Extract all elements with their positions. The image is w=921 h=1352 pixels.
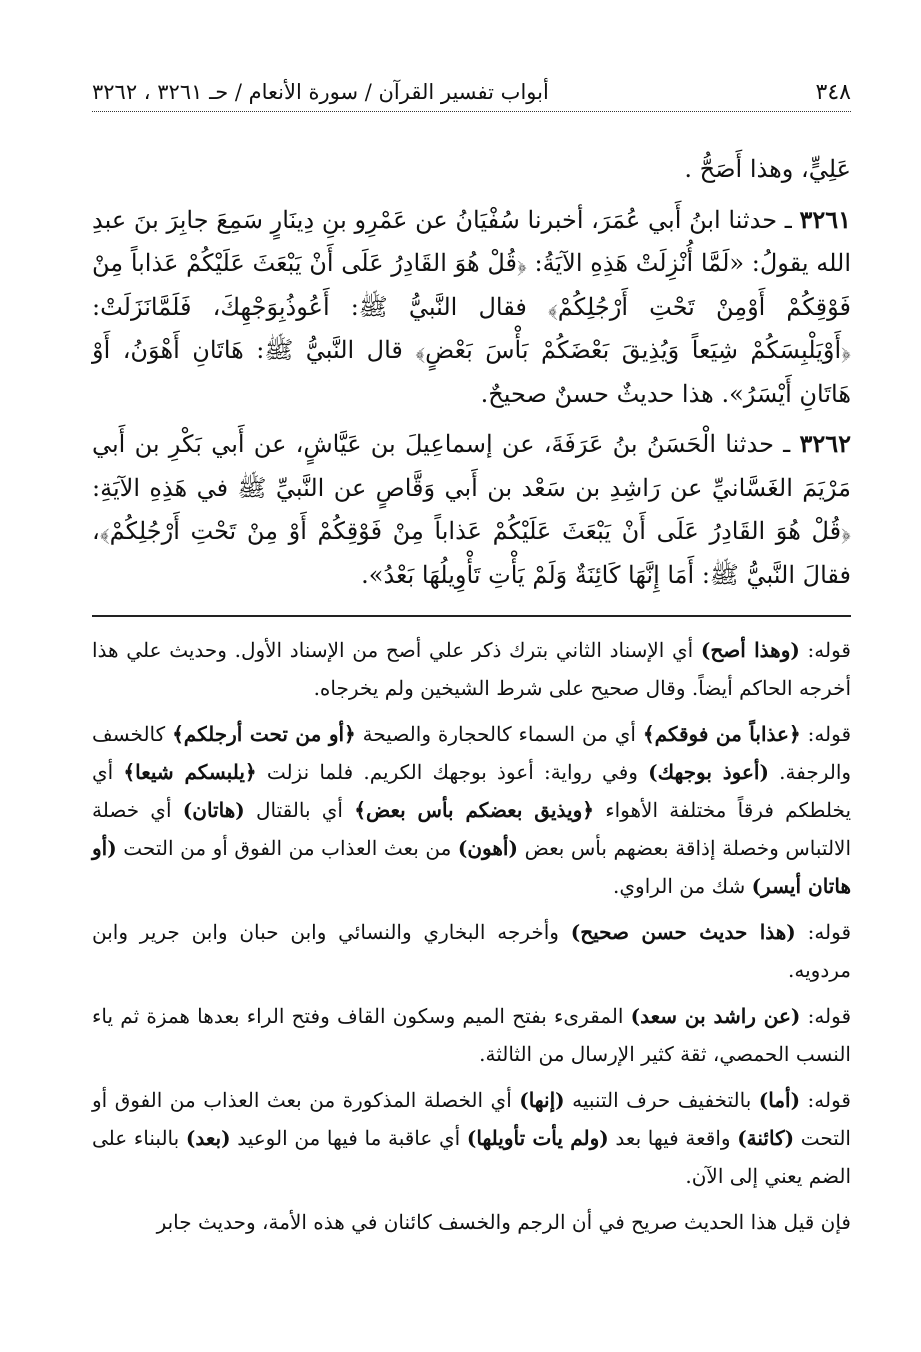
commentary-paragraph <box>92 997 851 1073</box>
commentary-lead: قوله: <box>807 1004 852 1028</box>
commentary-term: (أعوذ بوجهك) <box>648 760 769 784</box>
commentary-paragraph <box>92 1203 851 1241</box>
commentary-lead: قوله: <box>807 920 852 944</box>
commentary-text: المقرىء بفتح الميم وسكون القاف وفتح الراء بعدها همزة ثم ياء النسب الحمصي، ثقة كثير الإرسال من الثالثة. <box>92 1004 851 1066</box>
commentary-text: أي من السماء كالحجارة والصيحة <box>362 722 636 746</box>
commentary-lead: قوله: <box>807 638 851 662</box>
commentary-term: (إنها) <box>519 1088 565 1112</box>
hadith-3262 <box>92 422 851 597</box>
commentary-term: (كائنة) <box>737 1126 795 1150</box>
page-header <box>92 78 851 112</box>
commentary-term: ﴿عذاباً من فوقكم﴾ <box>642 722 801 746</box>
commentary-text: أي الإسناد الثاني بترك ذكر علي أصح من الإسناد الأول. وحديث علي هذا أخرجه الحاكم أيضاً. وقال صحيح على شرط الشيخين ولم يخرجاه. <box>92 638 851 700</box>
commentary-text: فإن قيل هذا الحديث صريح في أن الرجم والخسف كائنان في هذه الأمة، وحديث جابر <box>156 1210 851 1234</box>
commentary-term: (بعد) <box>185 1126 231 1150</box>
hadith-3261 <box>92 198 851 417</box>
commentary-paragraph <box>92 1081 851 1195</box>
hadith-body: ـ حدثنا الْحَسَنُ بنُ عَرَفَةَ، عن إسماعِيلَ بن عَيَّاشٍ، عن أَبي بَكْرِ بن أَبي مَرْيَمَ الغَسَّانيِّ عن رَاشِدِ بن سَعْد بن أَبي وَقَّاصٍ عن النَّبيِّ ﷺ في هَذِهِ الآيَةِ: ﴿قُلْ هُوَ القَادِرُ عَلَى أَنْ يَبْعَثَ عَلَيْكُمْ عَذاباً مِنْ فَوْقِكُمْ أَوْ مِنْ تَحْتِ أَرْجُلِكُمْ﴾، فقالَ النَّبيُّ ﷺ: أَمَا إِنَّهَا كَائِنَةٌ وَلَمْ يَأْتِ تَأْوِيلُهَا بَعْدُ». <box>92 430 852 589</box>
commentary-term: (وهذا أصح) <box>700 638 800 662</box>
commentary-text: وأخرجه البخاري والنسائي وابن حبان وابن جرير وابن مردويه. <box>92 920 851 982</box>
commentary-term: (أما) <box>758 1088 801 1112</box>
commentary-section <box>92 631 851 1241</box>
commentary-text: بالتخفيف حرف التنبيه <box>572 1088 752 1112</box>
commentary-term: (عن راشد بن سعد) <box>630 1004 801 1028</box>
hadith-body: ـ حدثنا ابنُ أَبي عُمَرَ، أخبرنا سُفْيَانُ عن عَمْرِو بنِ دِينَارٍ سَمِعَ جابِرَ بنَ عبدِ الله يقولُ: «لَمَّا أُنْزِلَتْ هَذِهِ الآيَةُ: ﴿قُلْ هُوَ القَادِرُ عَلَى أَنْ يَبْعَثَ عَلَيْكُمْ عَذاباً مِنْ فَوْقِكُمْ أَوْمِنْ تَحْتِ أَرْجُلِكُمْ﴾ فقال النَّبيُّ ﷺ: أَعُوذُبِوَجْهِكَ، فَلَمَّانَزَلَتْ: ﴿أَوْيَلْبِسَكُمْ شِيَعاً وَيُذِيقَ بَعْضَكُمْ بَأْسَ بَعْضٍ﴾ قال النَّبيُّ ﷺ: هَاتَانِ أَهْوَنُ، أَوْ هَاتَانِ أَيْسَرُ». هذا حديثٌ حسنٌ صحيحٌ. <box>92 205 851 408</box>
commentary-text: واقعة فيها بعد <box>615 1126 731 1150</box>
hadith-text-section <box>92 148 851 597</box>
commentary-term: ﴿ويذيق بعضكم بأس بعض﴾ <box>354 798 594 822</box>
commentary-text: أي عاقبة ما فيها من الوعيد <box>237 1126 461 1150</box>
hadith-number: ٣٢٦١ <box>799 204 851 234</box>
commentary-text: وفي رواية: أعوذ بوجهك الكريم. فلما نزلت <box>266 760 638 784</box>
commentary-text: بالبناء على الضم يعني إلى الآن. <box>92 1126 851 1188</box>
commentary-term: (ولم يأت تأويلها) <box>466 1126 609 1150</box>
commentary-term: (هاتان) <box>182 798 245 822</box>
commentary-term: ﴿أو من تحت أرجلكم﴾ <box>172 722 356 746</box>
commentary-term: (أو هاتان أيسر) <box>92 836 851 898</box>
commentary-text: شك من الراوي. <box>613 874 746 898</box>
commentary-paragraph <box>92 913 851 989</box>
commentary-term: (أهون) <box>457 836 518 860</box>
commentary-text: أي بالقتال <box>255 798 343 822</box>
page-number: ٣٤٨ <box>815 80 851 105</box>
running-title: أبواب تفسير القرآن / سورة الأنعام / حـ ٣٢٦١ ، ٣٢٦٢ <box>92 80 549 104</box>
commentary-text: أي الخصلة المذكورة من بعث العذاب من الفوق أو التحت <box>92 1088 851 1150</box>
commentary-term: ﴿يلبسكم شيعا﴾ <box>123 760 257 784</box>
commentary-divider <box>92 615 851 617</box>
commentary-text: أي يخلطكم فرقاً مختلفة الأهواء <box>92 760 852 822</box>
commentary-paragraph <box>92 715 851 905</box>
commentary-paragraph <box>92 631 851 707</box>
hadith-number: ٣٢٦٢ <box>799 429 851 458</box>
commentary-lead: قوله: <box>807 722 852 746</box>
commentary-term: (هذا حديث حسن صحيح) <box>570 920 796 944</box>
commentary-text: من بعث العذاب من الفوق أو من التحت <box>123 836 452 860</box>
commentary-text: كالخسف والرجفة. <box>92 722 852 784</box>
commentary-text: أي خصلة الالتباس وخصلة إذاقة بعضهم بأس بعض <box>92 798 852 860</box>
commentary-lead: قوله: <box>807 1088 851 1112</box>
opening-line: عَلِيٍّ، وهذا أَصَحُّ . <box>684 155 851 183</box>
